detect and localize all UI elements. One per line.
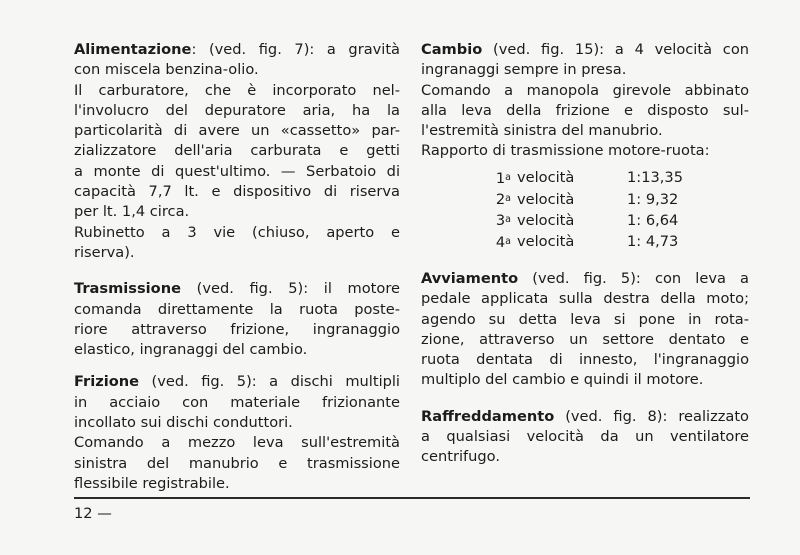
gear-label: velocità [517, 169, 575, 187]
ratio-table [487, 168, 707, 253]
gear-ordinal: a [505, 193, 511, 205]
gear-label: velocità [517, 190, 575, 208]
text-line: ingranaggi sempre in presa. [421, 61, 627, 79]
text-line: flessibile registrabile. [74, 474, 230, 492]
section-rapporto [421, 141, 749, 252]
section-trasmissione [74, 279, 400, 360]
text-line: (ved. fig. 15): a 4 velocità con [482, 41, 749, 58]
text-line: zione, attraverso un settore dentato e [421, 330, 749, 348]
text-line: (ved. fig. 5): a dischi multipli [139, 373, 400, 391]
heading-alimentazione: Alimentazione [74, 41, 192, 58]
section-comando-leva [74, 433, 400, 494]
text-line: l'estremità sinistra del manubrio. [421, 122, 663, 140]
text-line: capacità 7,7 lt. e dispositivo di riserva [74, 183, 400, 201]
text-line: a monte di quest'ultimo. — Serbatoio di [74, 162, 400, 180]
text-line: Il carburatore, che è incorporato nel- [74, 81, 400, 99]
text-line: Comando a mezzo leva sull'estremità [74, 434, 400, 452]
text-line: con miscela benzina-olio. [74, 61, 259, 79]
section-comando-manopola [421, 81, 749, 142]
text-line: (ved. fig. 5): con leva a [518, 269, 749, 287]
heading-avviamento: Avviamento [421, 269, 519, 287]
text-line: zializzatore dell'aria carburata e getti [74, 142, 400, 160]
rapporto-title: Rapporto di trasmissione motore-ruota: [421, 142, 710, 160]
table-row [487, 189, 707, 210]
text-line: pedale applicata sulla destra della moto; [421, 290, 749, 308]
text-line: sinistra del manubrio e trasmissione [74, 454, 400, 472]
gear-ordinal: a [505, 235, 511, 247]
text-line: ruota dentata di innesto, l'ingranaggio [421, 351, 749, 369]
gear-number: 1 [495, 169, 506, 187]
text-line: a qualsiasi velocità da un ventilatore [421, 428, 749, 446]
heading-trasmissione: Trasmissione [74, 280, 181, 298]
table-row [487, 232, 707, 253]
text-line: Comando a manopola girevole abbinato [421, 81, 749, 99]
text-line: (ved. fig. 5): il motore [180, 280, 400, 298]
text-line: multiplo del cambio e quindi il motore. [421, 371, 704, 389]
gear-ratio: 1: 6,64 [627, 211, 679, 229]
text-line: (ved. fig. 8): realizzato [554, 407, 749, 425]
text-line: centrifugo. [421, 448, 500, 466]
gear-number: 3 [495, 212, 506, 230]
text-line: elastico, ingranaggi del cambio. [74, 341, 308, 359]
text-line: comanda direttamente la ruota poste- [74, 300, 400, 318]
heading-frizione: Frizione [74, 373, 140, 391]
gear-ratio: 1:13,35 [627, 169, 683, 187]
text-line: incollato sui dischi conduttori. [74, 414, 293, 432]
gear-number: 2 [495, 191, 506, 209]
footer-rule [74, 497, 750, 499]
section-rubinetto [74, 223, 400, 264]
text-line: alla leva della frizione e disposto sul- [421, 101, 749, 119]
text-line: particolarità di avere un «cassetto» par- [74, 122, 400, 140]
section-alimentazione [74, 40, 400, 81]
section-carburatore [74, 81, 400, 223]
section-avviamento [421, 269, 749, 391]
section-frizione [74, 372, 400, 433]
section-cambio [421, 40, 749, 81]
gear-ordinal: a [505, 171, 511, 183]
heading-raffreddamento: Raffreddamento [421, 407, 555, 425]
page-number: 12 — [74, 505, 112, 522]
table-row [487, 168, 707, 189]
text-line: l'involucro del depuratore aria, ha la [74, 101, 400, 119]
text-line: : (ved. fig. 7): a gravità [191, 41, 400, 58]
text-line: in acciaio con materiale frizionante [74, 393, 400, 411]
gear-number: 4 [495, 233, 506, 251]
text-line: Rubinetto a 3 vie (chiuso, aperto e [74, 223, 400, 241]
gear-ordinal: a [505, 214, 511, 226]
table-row [487, 210, 707, 231]
section-raffreddamento [421, 407, 749, 468]
gear-label: velocità [517, 233, 575, 251]
heading-cambio: Cambio [421, 41, 483, 58]
gear-ratio: 1: 9,32 [627, 190, 679, 208]
text-line: riore attraverso frizione, ingranaggio [74, 320, 400, 338]
gear-ratio: 1: 4,73 [627, 233, 679, 251]
left-column [74, 40, 400, 494]
text-line: per lt. 1,4 circa. [74, 203, 190, 221]
text-line: riserva). [74, 243, 135, 261]
gear-label: velocità [517, 211, 575, 229]
right-column [421, 40, 749, 468]
text-line: agendo su detta leva si pone in rota- [421, 310, 749, 328]
